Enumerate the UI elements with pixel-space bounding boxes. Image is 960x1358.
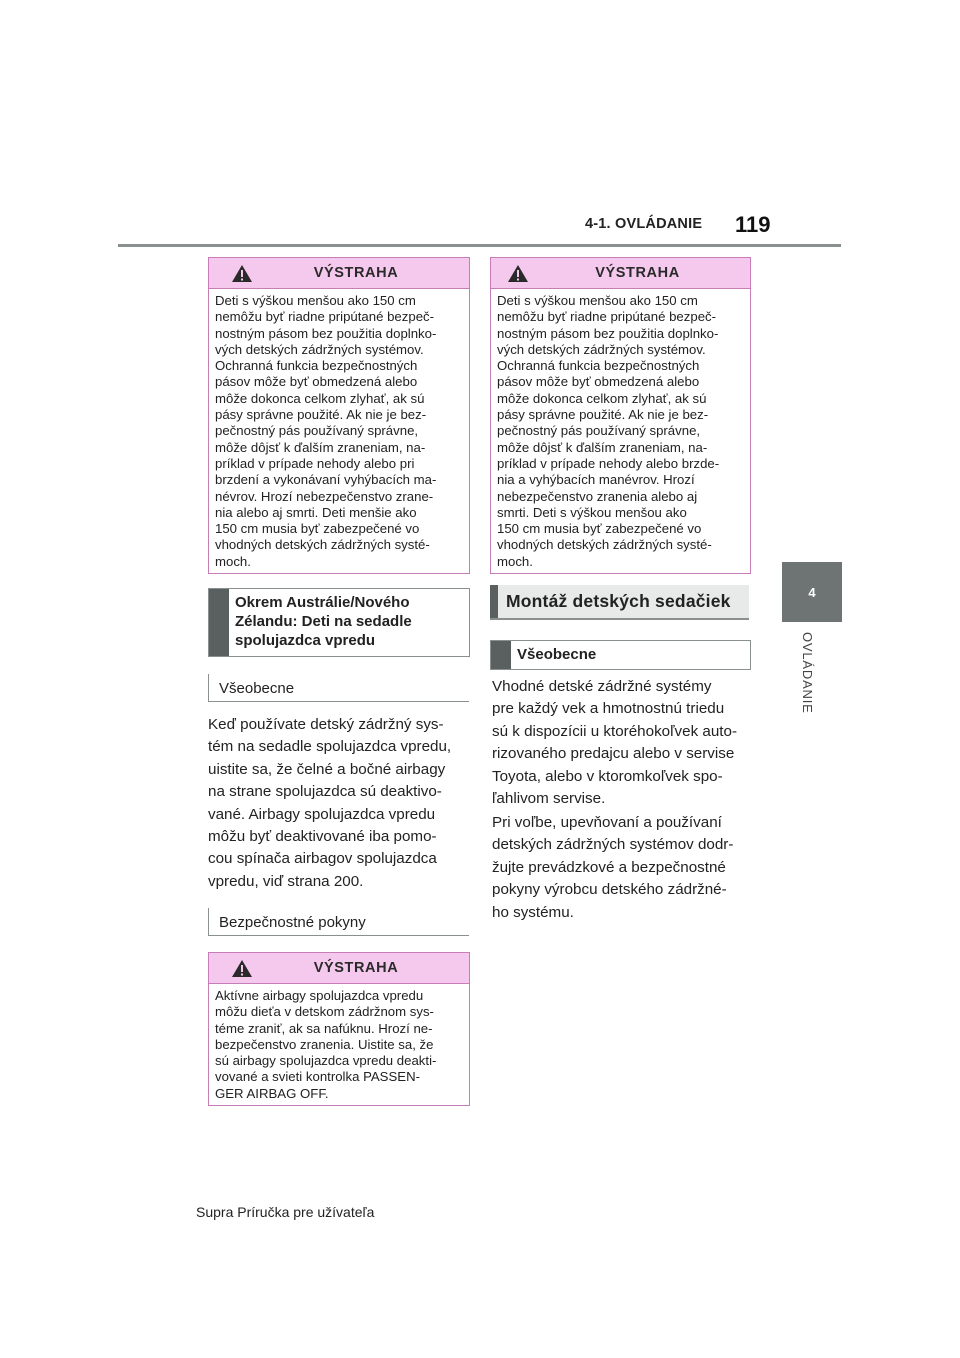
text-line: detských zádržných systémov dodr- bbox=[492, 836, 734, 854]
chapter-number: 4 bbox=[808, 584, 816, 600]
section-heading bbox=[229, 589, 418, 656]
text-line: Aktívne airbagy spolujazdca vpredu bbox=[215, 988, 424, 1003]
text-line: rizovaného predajcu alebo v servise bbox=[492, 745, 735, 763]
warning-triangle-icon bbox=[231, 264, 253, 283]
text-line: môže dokonca celkom zlyhať, ak sú bbox=[497, 390, 707, 406]
text-line: môžu dieťa v detskom zádržnom sys- bbox=[215, 1004, 434, 1020]
chapter-label: OVLÁDANIE bbox=[800, 632, 815, 714]
text-line: vhodných detských zádržných systé- bbox=[497, 537, 712, 553]
text-line: pokyny výrobcu detského zádržné- bbox=[492, 881, 727, 899]
warning-header bbox=[491, 258, 750, 289]
heading-bar bbox=[209, 589, 229, 656]
text-line: Pri voľbe, upevňovaní a používaní bbox=[492, 814, 722, 831]
text-line: môže dôjsť k ďalším zraneniam, na- bbox=[497, 439, 708, 455]
footer-text: Supra Príručka pre užívateľa bbox=[196, 1204, 375, 1220]
text-line: Deti s výškou menšou ako 150 cm bbox=[215, 293, 416, 308]
text-line: nia alebo aj smrti. Deti menšie ako bbox=[215, 504, 417, 520]
text-line: Deti s výškou menšou ako 150 cm bbox=[497, 293, 698, 308]
text-line: uistite sa, že čelné a bočné airbagy bbox=[208, 760, 446, 778]
text-line: nostným pásom bez použitia doplnko- bbox=[497, 325, 719, 341]
text-line: môžu byť deaktivované iba pomo- bbox=[208, 828, 437, 846]
section-title: 4-1. OVLÁDANIE bbox=[585, 216, 703, 232]
text-line: môže dokonca celkom zlyhať, ak sú bbox=[215, 390, 425, 406]
text-line: ľahlivom servise. bbox=[492, 790, 606, 808]
text-line: vpredu, viď strana 200. bbox=[208, 872, 364, 890]
text-line: pásov môže byť obmedzená alebo bbox=[215, 374, 418, 390]
text-line: bezpečenstvo zranenia. Uistite sa, že bbox=[215, 1036, 434, 1052]
text-line: na strane spolujazdca sú deaktivo- bbox=[208, 783, 442, 801]
text-line: pečnostný pás používaný správne, bbox=[497, 423, 701, 439]
text-line: cou spínača airbagov spolujazdca bbox=[208, 850, 437, 868]
warning-title: VÝSTRAHA bbox=[313, 265, 399, 281]
warning-triangle-icon bbox=[231, 959, 253, 978]
text-line: pásy správne použité. Ak nie je bez- bbox=[215, 407, 427, 423]
text-line: Okrem Austrálie/Nového bbox=[235, 594, 410, 611]
subheading-general: Všeobecne bbox=[208, 674, 469, 702]
text-line: sú airbagy spolujazdca vpredu deakti- bbox=[215, 1053, 437, 1069]
warning-box-right bbox=[490, 257, 751, 574]
section-heading-box bbox=[490, 640, 751, 670]
text-line: Ochranná funkcia bezpečnostných bbox=[497, 358, 700, 374]
text-line: nostným pásom bez použitia doplnko- bbox=[215, 325, 437, 341]
header-rule bbox=[118, 244, 841, 247]
text-line: Ochranná funkcia bezpečnostných bbox=[215, 358, 418, 374]
warning-text bbox=[209, 289, 469, 576]
text-line: 150 cm musia byť zabezpečené vo bbox=[497, 521, 702, 537]
text-line: pre každý vek a hmotnostnú triedu bbox=[492, 700, 725, 718]
warning-header bbox=[209, 953, 469, 984]
text-line: vých detských zádržných systémov. bbox=[497, 341, 706, 357]
text-line: nemôžu byť riadne pripútané bezpeč- bbox=[215, 309, 435, 325]
warning-title: VÝSTRAHA bbox=[313, 960, 399, 976]
subheading-safety: Bezpečnostné pokyny bbox=[208, 908, 469, 936]
warning-box-airbags bbox=[208, 952, 470, 1106]
title-bar bbox=[490, 585, 498, 618]
text-line: vané. Airbagy spolujazdca vpredu bbox=[208, 805, 436, 823]
text-line: vhodných detských zádržných systé- bbox=[215, 537, 430, 553]
text-line: GER AIRBAG OFF. bbox=[215, 1085, 329, 1101]
text-line: tém na sedadle spolujazdca vpredu, bbox=[208, 738, 452, 756]
text-line: téme zraniť, ak sa nafúknu. Hrozí ne- bbox=[215, 1020, 433, 1036]
text-line: môže dôjsť k ďalším zraneniam, na- bbox=[215, 439, 426, 455]
warning-header bbox=[209, 258, 469, 289]
text-line: Vhodné detské zádržné systémy bbox=[492, 678, 712, 695]
text-line: 150 cm musia byť zabezpečené vo bbox=[215, 521, 420, 537]
warning-text bbox=[491, 289, 750, 576]
text-line: nebezpečenstvo zranenia alebo aj bbox=[497, 488, 698, 504]
warning-title: VÝSTRAHA bbox=[595, 265, 680, 281]
text-line: ho systému. bbox=[492, 903, 574, 921]
paragraph-availability bbox=[492, 676, 754, 810]
text-line: príklad v prípade nehody alebo pri bbox=[215, 455, 415, 471]
text-line: Keď používate detský zádržný sys- bbox=[208, 716, 444, 733]
section-heading-box bbox=[208, 588, 470, 657]
text-line: Zélandu: Deti na sedadle bbox=[235, 613, 412, 630]
text-line: spolujazdca vpredu bbox=[235, 632, 376, 649]
text-line: Toyota, alebo v ktoromkoľvek spo- bbox=[492, 767, 723, 785]
section-heading: Všeobecne bbox=[517, 646, 597, 663]
page-number: 119 bbox=[735, 212, 771, 237]
text-line: brzdení a vykonávaní vyhýbacích ma- bbox=[215, 472, 437, 488]
text-line: moch. bbox=[497, 553, 533, 569]
heading-bar bbox=[491, 641, 511, 669]
warning-box-children-height bbox=[208, 257, 470, 574]
warning-text bbox=[209, 984, 469, 1108]
text-line: vých detských zádržných systémov. bbox=[215, 341, 424, 357]
text-line: vované a svieti kontrolka PASSEN- bbox=[215, 1069, 420, 1085]
text-line: príklad v prípade nehody alebo brzde- bbox=[497, 455, 720, 471]
text-line: sú k dispozícii u ktoréhokoľvek auto- bbox=[492, 722, 738, 740]
text-line: smrti. Deti s výškou menšou ako bbox=[497, 504, 687, 520]
text-line: moch. bbox=[215, 553, 251, 569]
text-line: pečnostný pás používaný správne, bbox=[215, 423, 419, 439]
text-line: pásy správne použité. Ak nie je bez- bbox=[497, 407, 709, 423]
main-title: Montáž detských sedačiek bbox=[506, 591, 731, 611]
text-line: žujte prevádzkové a bezpečnostné bbox=[492, 858, 726, 876]
paragraph-instructions bbox=[492, 812, 754, 924]
main-title-box bbox=[490, 585, 749, 620]
chapter-tab bbox=[782, 562, 842, 622]
paragraph-airbags bbox=[208, 714, 470, 893]
text-line: nia a vyhýbacích manévrov. Hrozí bbox=[497, 472, 695, 488]
text-line: nemôžu byť riadne pripútané bezpeč- bbox=[497, 309, 717, 325]
warning-triangle-icon bbox=[507, 264, 529, 283]
text-line: pásov môže byť obmedzená alebo bbox=[497, 374, 700, 390]
text-line: névrov. Hrozí nebezpečenstvo zrane- bbox=[215, 488, 434, 504]
